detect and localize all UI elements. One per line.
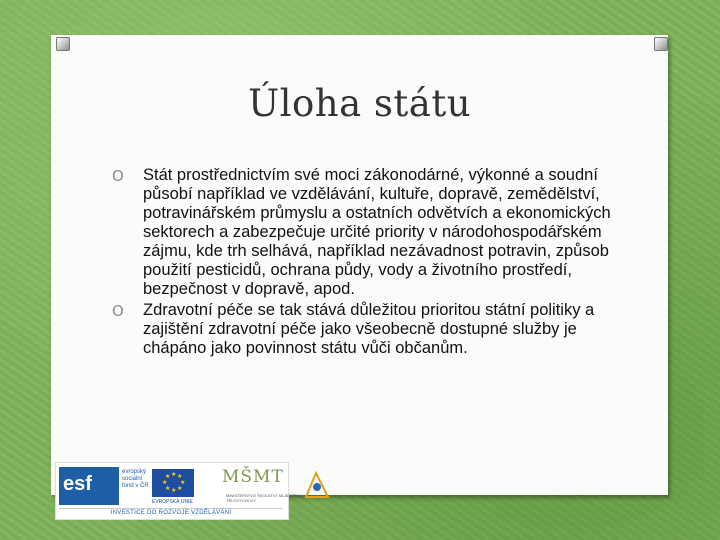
bullet-text: Zdravotní péče se tak stává důležitou prioritou státní politiky a zajištění zdravotní péče jako všeobecně dostupné služby je chápáno jako povinnost státu vůči občanům. — [143, 301, 595, 357]
bullet-item — [112, 301, 612, 358]
slide-title: Úloha státu — [247, 82, 472, 125]
eu-caption: EVROPSKÁ UNIE — [152, 499, 193, 505]
bullet-marker-icon: O — [112, 302, 124, 320]
funding-logos-strip — [55, 462, 302, 520]
esf-logo: esf — [59, 467, 119, 505]
pushpin-icon — [56, 37, 70, 51]
op-logo-icon — [302, 469, 332, 506]
bullet-item — [112, 166, 612, 299]
bullet-marker-icon: O — [112, 167, 124, 185]
bullet-text: Stát prostřednictvím své moci zákonodárné, výkonné a soudní působí například ve vzdělávání, kultuře, dopravě, zemědělství, potravinářském průmyslu a ostatních odvětvích a ekonomických sektorech a zabezpečuje určité priority v národohospodářském zájmu, kde trh selhává, například nezávadnost potravin, způsob použití pesticidů, ochrana půdy, vody a životního prostředí, bezpečnost v dopravě, apod. — [143, 166, 611, 298]
esf-subtitle: evropský sociální fond v ČR — [122, 469, 149, 489]
msmt-caption: MINISTERSTVO ŠKOLSTVÍ, MLÁDEŽE A TĚLOVÝCHOVY — [226, 493, 302, 503]
investice-caption: INVESTICE DO ROZVOJE VZDĚLÁVÁNÍ — [59, 508, 283, 516]
eu-flag-icon: ★ ★ ★ ★ ★ ★ ★ ★ — [152, 469, 194, 497]
msmt-logo: MŠMT — [222, 467, 284, 487]
pushpin-icon — [654, 37, 668, 51]
slide-body — [112, 166, 612, 360]
